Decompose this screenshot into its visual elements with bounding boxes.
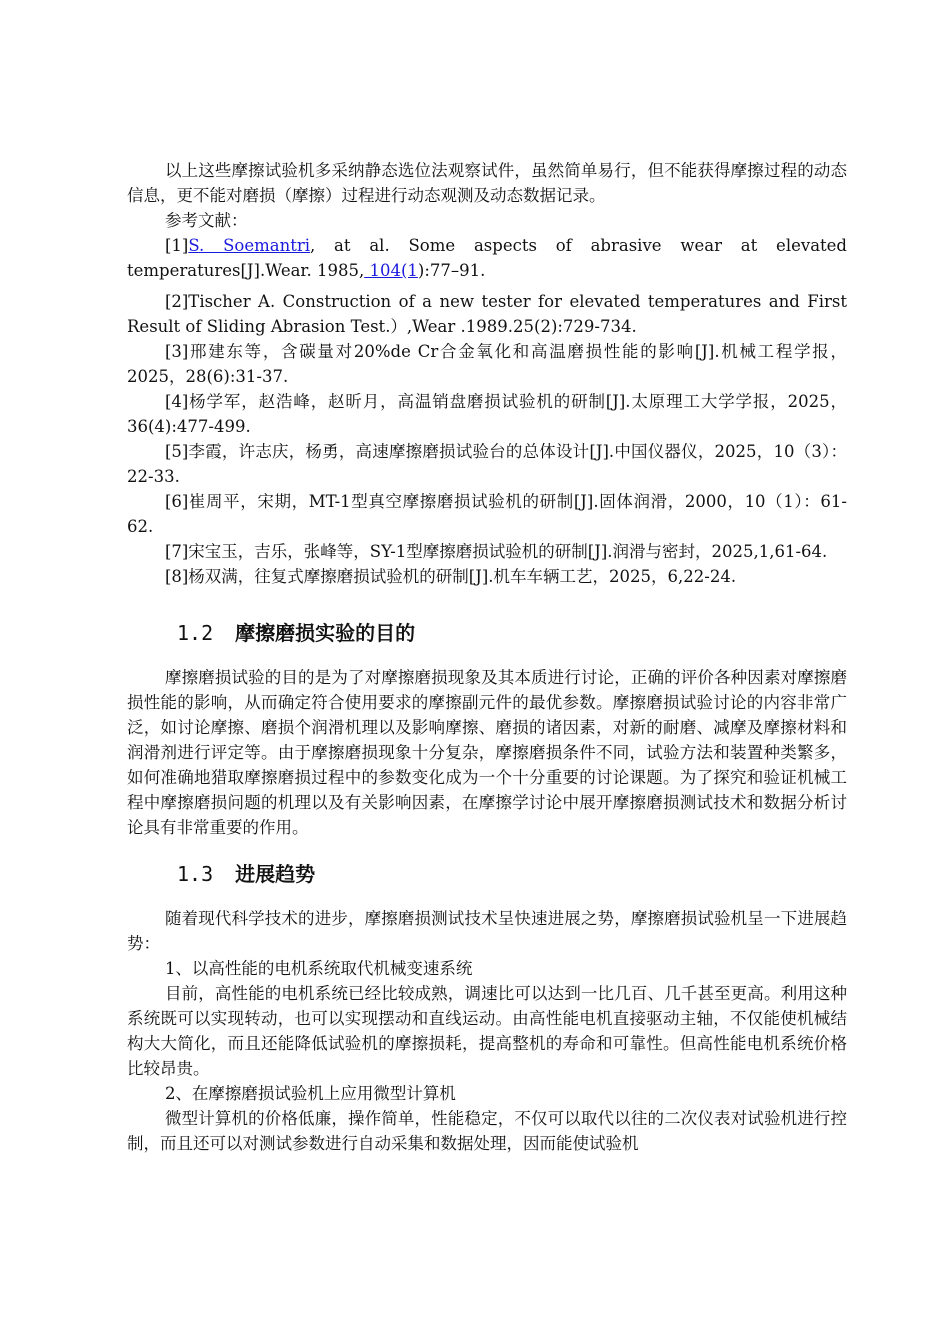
reference-1-volume-link[interactable]: 104(1 xyxy=(364,261,418,280)
section-1-3-title: 进展趋势 xyxy=(235,862,316,886)
reference-5: [5]李霞，许志庆，杨勇，高速摩擦磨损试验台的总体设计[J].中国仪器仪，2025，10（3）：22-33. xyxy=(127,442,847,486)
intro-paragraph: 以上这些摩擦试验机多采纳静态选位法观察试件，虽然简单易行，但不能获得摩擦过程的动态信息，更不能对磨损（摩擦）过程进行动态观测及动态数据记录。 xyxy=(127,161,847,205)
references-list xyxy=(127,233,847,589)
reference-6: [6]崔周平，宋期，MT-1型真空摩擦磨损试验机的研制[J].固体润滑，2000，10（1）：61-62. xyxy=(127,492,847,536)
reference-7: [7]宋宝玉，吉乐，张峰等，SY-1型摩擦磨损试验机的研制[J].润滑与密封，2025,1,61-64. xyxy=(164,542,828,561)
section-1-2-number: 1.2 xyxy=(177,621,214,645)
reference-8: [8]杨双满，往复式摩擦磨损试验机的研制[J].机车车辆工艺，2025，6,22-24. xyxy=(164,567,737,586)
reference-1-author-link[interactable]: S. Soemantri xyxy=(188,236,310,255)
section-1-2-heading xyxy=(127,619,847,647)
section-1-3-intro: 随着现代科学技术的进步，摩擦磨损测试技术呈快速进展之势，摩擦磨损试验机呈一下进展趋势： xyxy=(127,909,847,953)
trend-item-2-body: 微型计算机的价格低廉，操作简单，性能稳定，不仅可以取代以往的二次仪表对试验机进行控制，而且还可以对测试参数进行自动采集和数据处理，因而能使试验机 xyxy=(127,1109,847,1153)
reference-1-pages: ):77–91. xyxy=(417,261,486,280)
document-page xyxy=(127,158,847,1156)
section-1-3-number: 1.3 xyxy=(177,862,214,886)
section-1-2-body: 摩擦磨损试验的目的是为了对摩擦磨损现象及其本质进行讨论，正确的评价各种因素对摩擦磨损性能的影响，从而确定符合使用要求的摩擦副元件的最优参数。摩擦磨损试验讨论的内容非常广泛，如讨论摩擦、磨损个润滑机理以及影响摩擦、磨损的诸因素，对新的耐磨、减摩及摩擦材料和润滑剂进行评定等。由于摩擦磨损现象十分复杂，摩擦磨损条件不同，试验方法和装置种类繁多，如何准确地猎取摩擦磨损过程中的参数变化成为一个十分重要的讨论课题。为了探究和验证机械工程中摩擦磨损问题的机理以及有关影响因素，在摩擦学讨论中展开摩擦磨损测试技术和数据分析讨论具有非常重要的作用。 xyxy=(127,668,847,837)
section-1-3-heading xyxy=(127,860,847,888)
references-heading: 参考文献： xyxy=(164,211,248,230)
trend-item-1-title: 1、以高性能的电机系统取代机械变速系统 xyxy=(164,959,473,978)
reference-1-text: , at al. Some aspects of abrasive wear at elevated temperatures[J].Wear. 1985, xyxy=(127,236,847,280)
reference-1 xyxy=(127,233,847,283)
trend-item-1-body: 目前，高性能的电机系统已经比较成熟，调速比可以达到一比几百、几千甚至更高。利用这种系统既可以实现转动，也可以实现摆动和直线运动。由高性能电机直接驱动主轴，不仅能使机械结构大大简化，而且还能降低试验机的摩擦损耗，提高整机的寿命和可靠性。但高性能电机系统价格比较昂贵。 xyxy=(127,984,847,1078)
reference-3: [3]邢建东等，含碳量对20%de Cr合金氧化和高温磨损性能的影响[J].机械工程学报，2025，28(6):31-37. xyxy=(127,342,847,386)
reference-2: [2]Tischer A. Construction of a new tester for elevated temperatures and First Result of Sliding Abrasion Test.）,Wear .1989.25(2):729-734. xyxy=(127,292,847,336)
reference-4: [4]杨学军，赵浩峰，赵昕月，高温销盘磨损试验机的研制[J].太原理工大学学报，2025，36(4):477-499. xyxy=(127,392,847,436)
section-1-2-title: 摩擦磨损实验的目的 xyxy=(235,621,416,645)
trend-item-2-title: 2、在摩擦磨损试验机上应用微型计算机 xyxy=(164,1084,456,1103)
reference-1-prefix: [1] xyxy=(164,236,189,255)
